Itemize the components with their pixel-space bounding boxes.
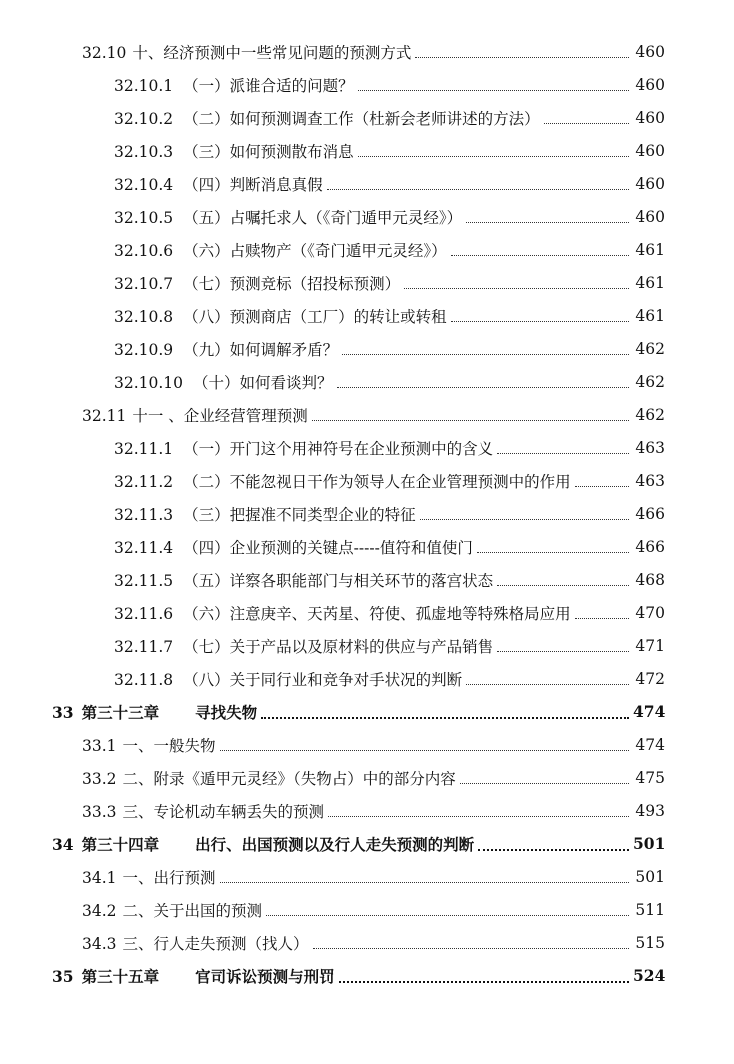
toc-entry[interactable] bbox=[0, 926, 734, 959]
toc-page-number: 460 bbox=[635, 42, 665, 61]
toc-entry-text: 三、专论机动车辆丢失的预测 bbox=[122, 802, 325, 821]
toc-entry-title bbox=[114, 470, 571, 492]
toc-entry-text: （六）注意庚辛、天芮星、符使、孤虚地等特殊格局应用 bbox=[183, 604, 571, 623]
toc-page-number: 471 bbox=[635, 636, 665, 655]
toc-page-number: 470 bbox=[635, 603, 665, 622]
toc-entry-text: （五）占嘱托求人（《奇门遁甲元灵经》） bbox=[183, 208, 463, 227]
toc-entry-title bbox=[114, 503, 416, 525]
toc-entry[interactable] bbox=[0, 464, 734, 497]
toc-entry[interactable] bbox=[0, 68, 734, 101]
toc-entry-number: 32.10.5 bbox=[114, 208, 174, 227]
toc-entry-number: 34 bbox=[52, 834, 74, 854]
toc-entry-title bbox=[114, 371, 333, 393]
toc-entry[interactable] bbox=[0, 761, 734, 794]
toc-entry-title bbox=[52, 701, 257, 723]
toc-page-number: 468 bbox=[635, 570, 665, 589]
toc-entry-title bbox=[82, 866, 216, 888]
toc-page-number: 461 bbox=[635, 240, 665, 259]
toc-entry-text: （四）企业预测的关键点-----值符和值使门 bbox=[183, 538, 473, 557]
toc-entry-text: （八）预测商店（工厂）的转让或转租 bbox=[183, 307, 447, 326]
toc-entry-number: 34.2 bbox=[82, 901, 117, 920]
toc-entry-number: 32.11.5 bbox=[114, 571, 174, 590]
toc-page-number: 460 bbox=[635, 141, 665, 160]
toc-page-number: 462 bbox=[635, 339, 665, 358]
dot-leader bbox=[466, 222, 629, 223]
toc-entry[interactable] bbox=[0, 134, 734, 167]
toc-entry[interactable] bbox=[0, 233, 734, 266]
toc-entry-text: （四）判断消息真假 bbox=[183, 175, 323, 194]
toc-entry-number: 34.1 bbox=[82, 868, 117, 887]
toc-entry-title bbox=[114, 107, 540, 129]
toc-entry-number: 32.10.9 bbox=[114, 340, 174, 359]
dot-leader bbox=[220, 882, 629, 883]
toc-entry-number: 32.10.7 bbox=[114, 274, 174, 293]
toc-entry-title bbox=[114, 602, 571, 624]
toc-entry-text: （十）如何看谈判？ bbox=[193, 373, 333, 392]
toc-chapter-entry[interactable] bbox=[0, 959, 734, 992]
toc-entry[interactable] bbox=[0, 266, 734, 299]
toc-page-number: 463 bbox=[635, 471, 665, 490]
dot-leader bbox=[497, 651, 629, 652]
toc-entry-number: 32.11.2 bbox=[114, 472, 174, 491]
toc-entry-number: 33.1 bbox=[82, 736, 117, 755]
dot-leader bbox=[358, 90, 629, 91]
toc-entry[interactable] bbox=[0, 365, 734, 398]
toc-entry-text: 一、一般失物 bbox=[122, 736, 216, 755]
dot-leader bbox=[575, 486, 629, 487]
toc-entry-number: 33.2 bbox=[82, 769, 117, 788]
toc-entry-number: 32.10.6 bbox=[114, 241, 174, 260]
toc-entry-title bbox=[114, 569, 493, 591]
toc-entry-title bbox=[82, 899, 262, 921]
toc-entry-title bbox=[52, 833, 474, 855]
toc-entry[interactable] bbox=[0, 398, 734, 431]
toc-chapter-entry[interactable] bbox=[0, 827, 734, 860]
toc-entry[interactable] bbox=[0, 332, 734, 365]
toc-entry-text: 官司诉讼预测与刑罚 bbox=[195, 966, 335, 986]
dot-leader bbox=[451, 255, 629, 256]
toc-entry-text: 十一 、企业经营管理预测 bbox=[132, 406, 308, 425]
dot-leader bbox=[342, 354, 629, 355]
dot-leader bbox=[466, 684, 629, 685]
toc-entry-number: 32.11.7 bbox=[114, 637, 174, 656]
toc-entry-text: （三）如何预测散布消息 bbox=[183, 142, 354, 161]
dot-leader bbox=[477, 552, 629, 553]
toc-page-number: 466 bbox=[635, 537, 665, 556]
toc-page-number: 501 bbox=[635, 867, 665, 886]
dot-leader bbox=[497, 453, 629, 454]
toc-entry-text: （三）把握准不同类型企业的特征 bbox=[183, 505, 416, 524]
toc-entry-text: 三、行人走失预测（找人） bbox=[122, 934, 309, 953]
toc-entry[interactable] bbox=[0, 530, 734, 563]
toc-chapter-entry[interactable] bbox=[0, 695, 734, 728]
dot-leader bbox=[420, 519, 629, 520]
toc-entry-text: 二、附录《遁甲元灵经》（失物占）中的部分内容 bbox=[122, 769, 456, 788]
toc-entry-number: 32.11.8 bbox=[114, 670, 174, 689]
toc-entry-title bbox=[114, 536, 473, 558]
toc-entry[interactable] bbox=[0, 101, 734, 134]
toc-entry-number: 32.11.3 bbox=[114, 505, 174, 524]
toc-page-number: 463 bbox=[635, 438, 665, 457]
toc-entry-number: 32.10.4 bbox=[114, 175, 174, 194]
toc-entry-title bbox=[114, 173, 323, 195]
toc-entry-number: 32.11.4 bbox=[114, 538, 174, 557]
toc-page-number: 460 bbox=[635, 108, 665, 127]
toc-entry-number: 32.10.1 bbox=[114, 76, 174, 95]
dot-leader bbox=[313, 948, 629, 949]
toc-page-number: 460 bbox=[635, 174, 665, 193]
toc-page-number: 460 bbox=[635, 207, 665, 226]
dot-leader bbox=[478, 849, 629, 851]
toc-entry-title bbox=[82, 932, 309, 954]
toc-page-number: 462 bbox=[635, 405, 665, 424]
toc-entry-number: 33 bbox=[52, 702, 74, 722]
toc-entry-number: 32.10.10 bbox=[114, 373, 184, 392]
toc-entry-text: （二）如何预测调查工作（杜新会老师讲述的方法） bbox=[183, 109, 540, 128]
toc-entry-number: 32.10.2 bbox=[114, 109, 174, 128]
dot-leader bbox=[544, 123, 629, 124]
toc-entry-text: 二、关于出国的预测 bbox=[122, 901, 263, 920]
toc-page-number: 462 bbox=[635, 372, 665, 391]
toc-entry-text: （六）占赎物产（《奇门遁甲元灵经》） bbox=[183, 241, 447, 260]
dot-leader bbox=[337, 387, 629, 388]
dot-leader bbox=[415, 57, 629, 58]
toc-entry-number: 32.10.3 bbox=[114, 142, 174, 161]
toc-entry-title bbox=[114, 140, 354, 162]
toc-entry-text: 出行、出国预测以及行人走失预测的判断 bbox=[195, 834, 475, 854]
toc-entry-title bbox=[114, 437, 493, 459]
toc-page-number: 461 bbox=[635, 273, 665, 292]
dot-leader bbox=[358, 156, 629, 157]
toc-entry-title bbox=[82, 734, 216, 756]
toc-entry-title bbox=[114, 272, 400, 294]
dot-leader bbox=[451, 321, 629, 322]
toc-entry[interactable] bbox=[0, 431, 734, 464]
toc-entry[interactable] bbox=[0, 794, 734, 827]
toc-entry-title bbox=[114, 305, 447, 327]
toc-entry-text: 一、出行预测 bbox=[122, 868, 216, 887]
toc-entry-text: （一）派谁合适的问题？ bbox=[183, 76, 354, 95]
dot-leader bbox=[261, 717, 629, 719]
toc-entry[interactable] bbox=[0, 728, 734, 761]
toc-entry-number: 32.10.8 bbox=[114, 307, 174, 326]
toc-entry-number: 32.11 bbox=[82, 406, 127, 425]
toc-entry-title bbox=[114, 74, 354, 96]
toc-page-number: 493 bbox=[635, 801, 665, 820]
toc-entry-title bbox=[82, 767, 456, 789]
toc-entry-text: （九）如何调解矛盾？ bbox=[183, 340, 339, 359]
dot-leader bbox=[460, 783, 629, 784]
toc-page-number: 524 bbox=[633, 966, 666, 985]
toc-entry-title bbox=[82, 41, 411, 63]
toc-page-number: 475 bbox=[635, 768, 665, 787]
toc-entry-number: 32.11.1 bbox=[114, 439, 174, 458]
toc-entry-title bbox=[114, 206, 462, 228]
toc-entry[interactable] bbox=[0, 662, 734, 695]
toc-entry-title bbox=[114, 338, 338, 360]
toc-entry[interactable] bbox=[0, 35, 734, 68]
toc-page-number: 461 bbox=[635, 306, 665, 325]
toc-page-number: 460 bbox=[635, 75, 665, 94]
toc-entry-title bbox=[114, 668, 462, 690]
toc-entry-title bbox=[82, 404, 308, 426]
toc-entry-text: （一）开门这个用神符号在企业预测中的含义 bbox=[183, 439, 494, 458]
toc-entry-number: 35 bbox=[52, 966, 74, 986]
toc-page-number: 501 bbox=[633, 834, 666, 853]
dot-leader bbox=[404, 288, 629, 289]
toc-entry-number: 33.3 bbox=[82, 802, 117, 821]
dot-leader bbox=[327, 189, 629, 190]
toc-entry[interactable] bbox=[0, 563, 734, 596]
toc-entry-number: 32.11.6 bbox=[114, 604, 174, 623]
toc-entry-text: 寻找失物 bbox=[195, 702, 258, 722]
toc-entry[interactable] bbox=[0, 860, 734, 893]
toc-chapter-label: 第三十五章 bbox=[81, 966, 160, 986]
toc-entry-title bbox=[82, 800, 324, 822]
toc-page-number: 474 bbox=[635, 735, 665, 754]
toc-entry-number: 32.10 bbox=[82, 43, 127, 62]
toc-entry-title bbox=[114, 635, 493, 657]
dot-leader bbox=[220, 750, 629, 751]
table-of-contents bbox=[0, 35, 734, 992]
toc-entry[interactable] bbox=[0, 200, 734, 233]
toc-page-number: 466 bbox=[635, 504, 665, 523]
dot-leader bbox=[328, 816, 629, 817]
toc-page-number: 472 bbox=[635, 669, 665, 688]
toc-entry-text: （七）预测竞标（招投标预测） bbox=[183, 274, 401, 293]
dot-leader bbox=[339, 981, 629, 983]
toc-page-number: 474 bbox=[633, 702, 666, 721]
toc-entry[interactable] bbox=[0, 629, 734, 662]
toc-entry-number: 34.3 bbox=[82, 934, 117, 953]
dot-leader bbox=[312, 420, 629, 421]
dot-leader bbox=[575, 618, 629, 619]
toc-page-number: 515 bbox=[635, 933, 665, 952]
toc-page-number: 511 bbox=[635, 900, 665, 919]
toc-entry[interactable] bbox=[0, 299, 734, 332]
toc-entry-text: 十、经济预测中一些常见问题的预测方式 bbox=[132, 43, 412, 62]
toc-entry-text: （五）详察各职能部门与相关环节的落宫状态 bbox=[183, 571, 494, 590]
toc-entry-text: （七）关于产品以及原材料的供应与产品销售 bbox=[183, 637, 494, 656]
toc-entry-title bbox=[114, 239, 447, 261]
toc-chapter-label: 第三十三章 bbox=[81, 702, 160, 722]
dot-leader bbox=[497, 585, 629, 586]
toc-entry[interactable] bbox=[0, 596, 734, 629]
toc-entry-text: （八）关于同行业和竞争对手状况的判断 bbox=[183, 670, 463, 689]
toc-entry-text: （二）不能忽视日干作为领导人在企业管理预测中的作用 bbox=[183, 472, 571, 491]
toc-entry[interactable] bbox=[0, 893, 734, 926]
toc-entry[interactable] bbox=[0, 497, 734, 530]
toc-entry-title bbox=[52, 965, 335, 987]
toc-entry[interactable] bbox=[0, 167, 734, 200]
toc-chapter-label: 第三十四章 bbox=[81, 834, 160, 854]
dot-leader bbox=[266, 915, 629, 916]
